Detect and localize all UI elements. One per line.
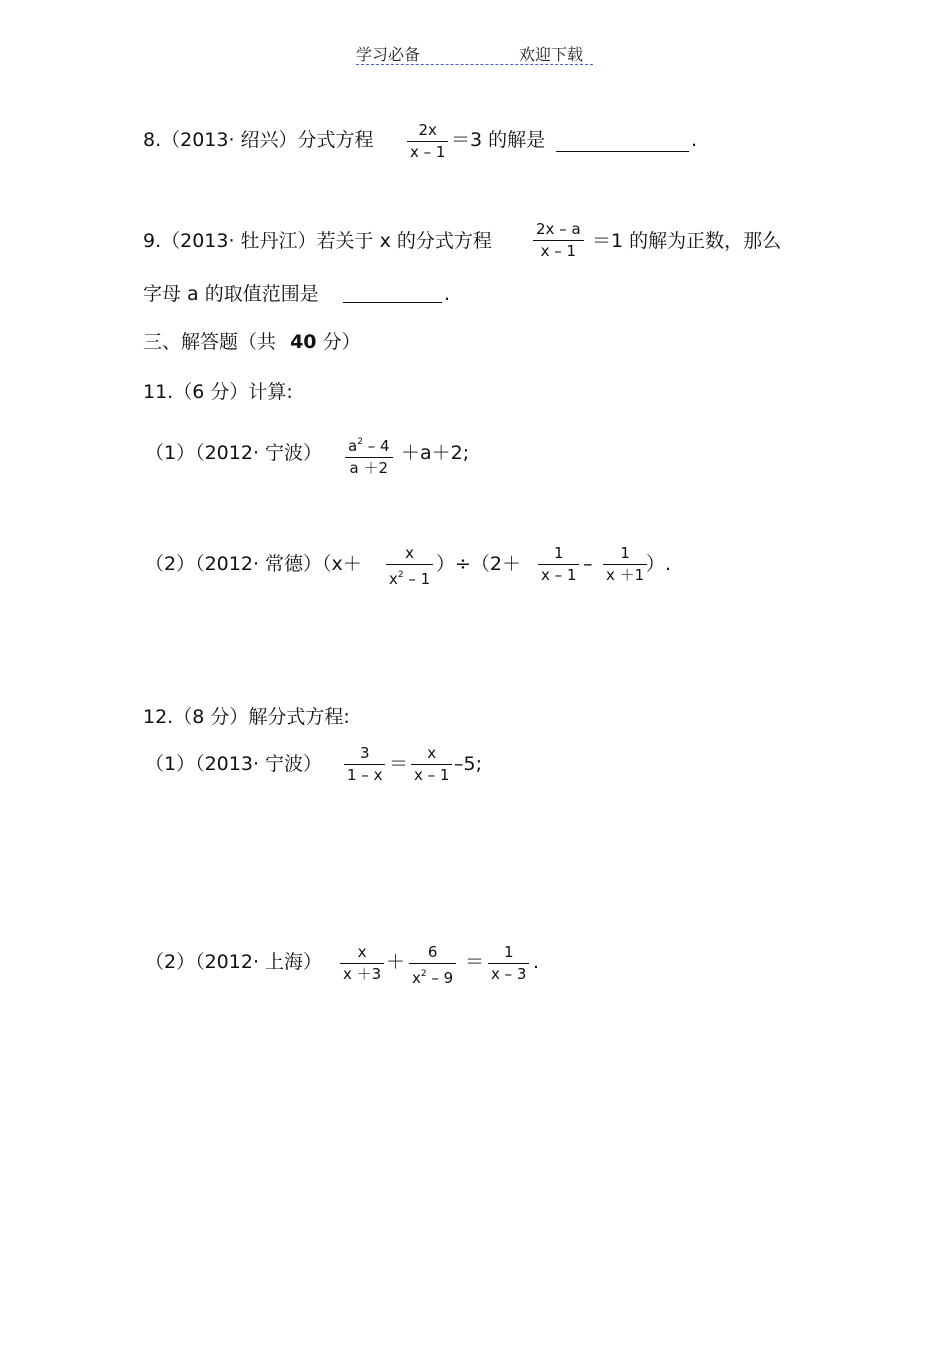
q8-end: . (691, 129, 698, 151)
section-3-before: 三、解答题（共 (143, 331, 277, 353)
q8-prefix: 8.（2013· 绍兴）分式方程 (143, 129, 374, 151)
q9-middle: ＝1 的解为正数，那么 (592, 230, 782, 252)
q8-answer-blank (556, 151, 689, 152)
q12-p2-f3-denominator: x – 3 (491, 965, 527, 984)
q9-numerator: 2x – a (536, 220, 581, 238)
q9-prefix: 9.（2013· 牡丹江）若关于 x 的分式方程 (143, 230, 492, 252)
q12-p2-f2-den-exponent: 2 (420, 969, 427, 980)
q12-p2-f3-numerator: 1 (503, 943, 514, 961)
q11-p2-f2-denominator: x – 1 (541, 566, 577, 585)
q9-fraction (533, 221, 584, 260)
q12-p2-plus: ＋ (386, 951, 406, 973)
q12-p2-f1-denominator: x ＋3 (343, 965, 382, 984)
q12-p1-fraction-2 (411, 745, 452, 784)
q11-p2-minus: – (583, 553, 593, 575)
q12-p1-f2-denominator: x – 1 (414, 766, 450, 785)
header-right-text: 欢迎下载 (519, 45, 584, 64)
q12-p2-f1-numerator: x (357, 943, 367, 961)
section-3-heading (143, 331, 361, 353)
q12-p2-suffix: . (533, 951, 540, 973)
q11-p2-f1-numerator: x (405, 544, 415, 562)
q9-line2: 字母 a 的取值范围是 (143, 283, 319, 305)
q8-numerator: 2x (418, 121, 437, 139)
q12-p2-equals: ＝ (465, 951, 485, 973)
q9-end: . (444, 283, 451, 305)
q12-p1-f1-numerator: 3 (359, 744, 370, 762)
q11-p2-f1-den-rest: – 1 (403, 570, 431, 589)
q11-p2-f1-den-exponent: 2 (397, 570, 404, 581)
q11-title: 11.（6 分）计算: (143, 381, 293, 403)
q12-p1-f2-numerator: x (427, 744, 437, 762)
q11-p1-denominator: a ＋2 (349, 459, 389, 478)
q12-p1-fraction-1 (344, 745, 385, 784)
q11-p1-suffix: ＋a＋2; (401, 442, 470, 464)
q11-p2-f3-denominator: x ＋1 (606, 566, 645, 585)
q11-p2-fraction-3 (603, 545, 647, 584)
header-left-text: 学习必备 (356, 45, 421, 64)
q11-p2-fraction-1 (386, 545, 433, 588)
q11-p2-f1-denominator (386, 565, 433, 588)
q12-p2-fraction-3 (488, 944, 529, 983)
q12-p2-f2-denominator (409, 964, 456, 987)
q11-p1-fraction (345, 434, 393, 477)
q11-p1-num-rest: – 4 (362, 437, 390, 455)
q11-p2-f1-den-base: x (389, 570, 398, 589)
q8-middle: ＝3 的解是 (451, 129, 546, 151)
q11-p1-prefix: （1）（2012· 宁波） (145, 442, 323, 464)
q11-p2-suffix: ）. (646, 553, 672, 575)
q11-p2-f2-numerator: 1 (553, 544, 564, 562)
q12-p2-f2-numerator: 6 (427, 943, 438, 961)
q11-p2-prefix: （2）（2012· 常德）（x＋ (145, 553, 362, 575)
section-3-points: 40 (290, 331, 317, 353)
q12-p1-prefix: （1）（2013· 宁波） (145, 753, 323, 775)
q9-denominator: x – 1 (540, 242, 577, 261)
q9-answer-blank (343, 302, 442, 303)
q11-p1-num-exponent: 2 (357, 437, 363, 447)
q11-p2-middle: ）÷（2＋ (436, 553, 522, 575)
q11-p1-num-base: a (348, 437, 358, 455)
q12-p2-fraction-2 (409, 944, 456, 987)
q12-title: 12.（8 分）解分式方程: (143, 706, 350, 728)
q11-p1-numerator (345, 434, 393, 457)
q12-p2-fraction-1 (340, 944, 384, 983)
q12-p2-f2-den-base: x (412, 969, 421, 988)
q12-p1-equals: ＝ (389, 753, 409, 775)
q8-fraction (407, 122, 448, 161)
page-header (356, 42, 593, 65)
q12-p2-f2-den-rest: – 9 (426, 969, 454, 988)
q12-p1-f1-denominator: 1 – x (347, 766, 383, 785)
q12-p1-suffix: –5; (454, 753, 482, 775)
q11-p2-f3-numerator: 1 (620, 544, 630, 562)
q8-denominator: x – 1 (410, 143, 446, 162)
q11-p2-fraction-2 (538, 545, 579, 584)
section-3-after: 分） (322, 331, 361, 353)
q12-p2-prefix: （2）（2012· 上海） (145, 951, 323, 973)
